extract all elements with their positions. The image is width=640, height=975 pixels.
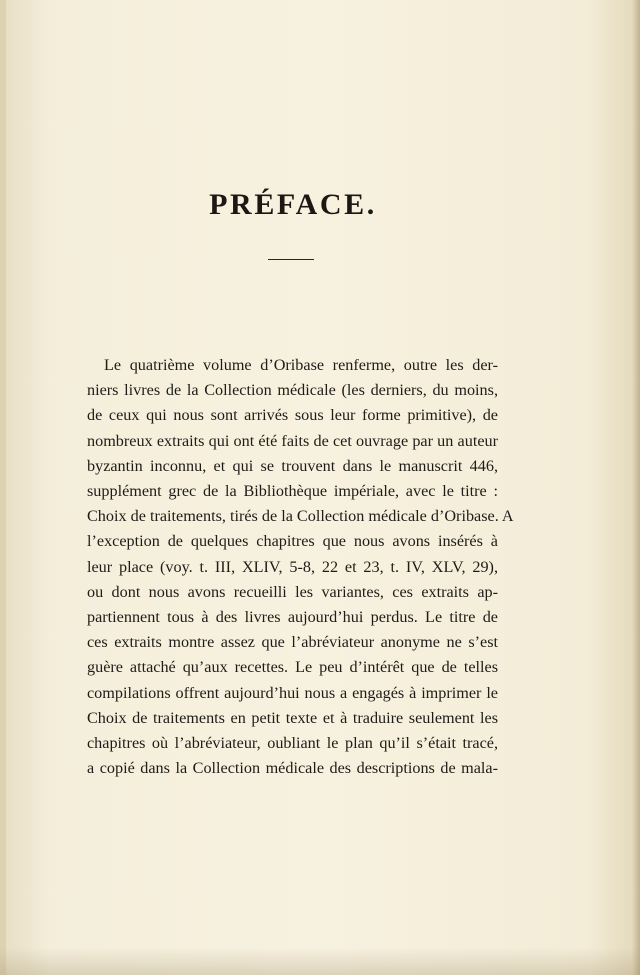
text-line: l’exception de quelques chapitres que nous avons insérés à: [87, 532, 498, 551]
text-line: de ceux qui nous sont arrivés sous leur forme primitive), de: [87, 406, 498, 425]
page-wear-shadow: [0, 947, 640, 975]
text-line: chapitres où l’abréviateur, oubliant le plan qu’il s’était tracé,: [87, 734, 498, 753]
text-line: partiennent tous à des livres aujourd’hui perdus. Le titre de: [87, 608, 498, 627]
text-line: a copié dans la Collection médicale des descriptions de mala-: [87, 759, 498, 778]
text-line: ou dont nous avons recueilli les variantes, ces extraits ap-: [87, 582, 498, 601]
preface-body: [87, 353, 514, 781]
text-line: leur place (voy. t. III, XLIV, 5-8, 22 et 23, t. IV, XLV, 29),: [87, 557, 498, 576]
text-line: byzantin inconnu, et qui se trouvent dans le manuscrit 446,: [87, 456, 498, 475]
text-line: guère attaché qu’aux recettes. Le peu d’intérêt que de telles: [87, 658, 498, 677]
text-line: compilations offrent aujourd’hui nous a engagés à imprimer le: [87, 683, 498, 702]
text-line: Choix de traitements, tirés de la Collection médicale d’Oribase. A: [87, 507, 514, 526]
text-line: ces extraits montre assez que l’abréviateur anonyme ne s’est: [87, 633, 498, 652]
text-line: supplément grec de la Bibliothèque impériale, avec le titre :: [87, 482, 498, 501]
page-title: PRÉFACE.: [209, 188, 377, 221]
title-rule: [268, 259, 314, 260]
text-line: nombreux extraits qui ont été faits de cet ouvrage par un auteur: [87, 431, 498, 450]
text-line: Choix de traitements en petit texte et à traduire seulement les: [87, 708, 498, 727]
text-line: niers livres de la Collection médicale (les derniers, du moins,: [87, 381, 498, 400]
text-line: Le quatrième volume d’Oribase renferme, outre les der-: [104, 356, 498, 374]
